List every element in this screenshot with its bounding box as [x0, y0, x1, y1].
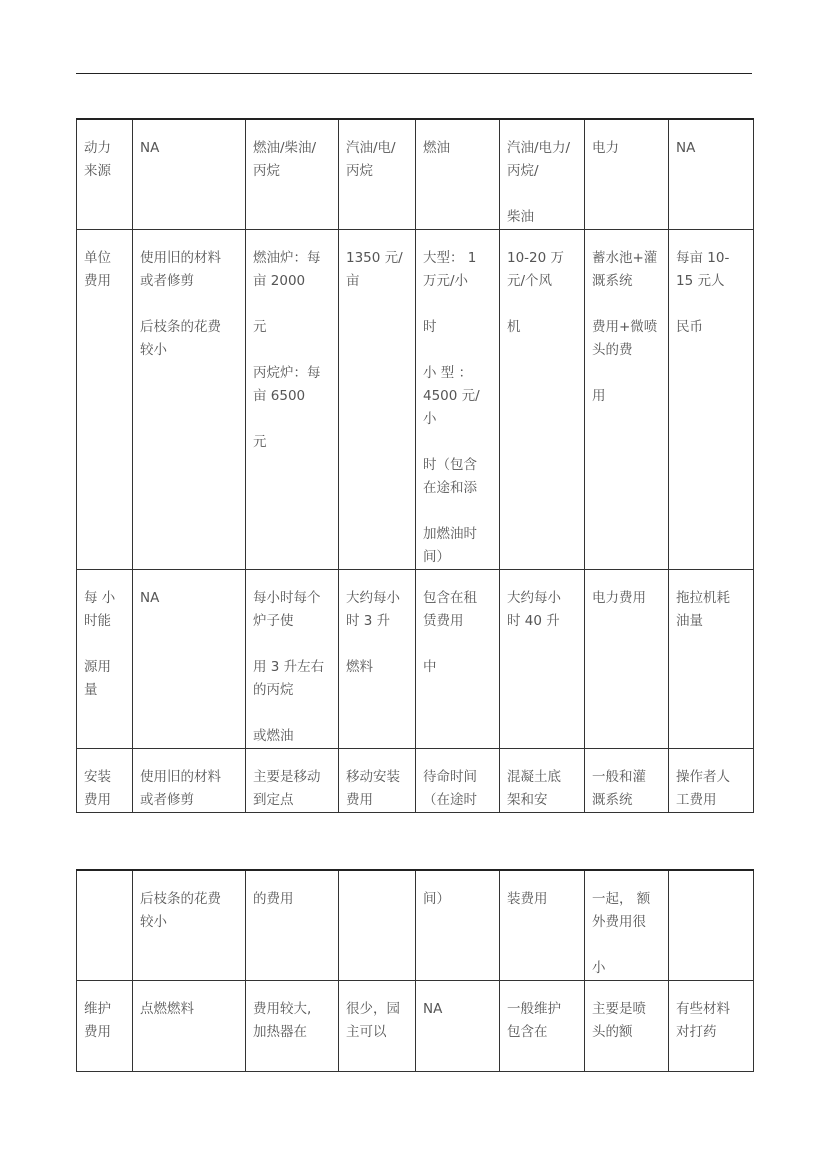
cell-text-line: 丙烷 [253, 163, 280, 179]
cell-text-line: 时（包含 [423, 457, 477, 473]
cell-text-line: 丙烷炉：每 [253, 365, 321, 381]
row-label-cell [77, 749, 133, 813]
table-cell [669, 230, 754, 570]
cell-text-line: 大约每小 [507, 590, 561, 606]
table-cell [339, 570, 416, 749]
cell-text-line: 架和安 [507, 792, 548, 808]
row-install-cost-continued [77, 870, 754, 981]
cell-text-line: 间） [423, 891, 450, 907]
table-cell [585, 749, 669, 813]
paragraph-gap [507, 293, 579, 316]
cell-text-line: 有些材料 [676, 1001, 730, 1017]
cell-text-line: NA [423, 1001, 443, 1017]
cell-text-line: 费用 [346, 792, 373, 808]
comparison-table-part-2 [76, 869, 754, 1072]
table-cell [669, 749, 754, 813]
table-cell [133, 119, 246, 230]
table-cell [246, 749, 339, 813]
cell-text-line: 大型： 1 [423, 250, 477, 266]
cell-text-line: 溉系统 [592, 273, 633, 289]
row-label-cell [77, 870, 133, 981]
paragraph-gap [253, 293, 333, 316]
paragraph-gap [253, 702, 333, 725]
cell-text-line: 头的费 [592, 342, 633, 358]
table-cell [500, 981, 585, 1072]
cell-text-line: 加燃油时 [423, 526, 477, 542]
table-cell [246, 570, 339, 749]
cell-text-line: 费用 [84, 1024, 111, 1040]
cell-text-line: 时能 [84, 613, 111, 629]
comparison-table-part-1 [76, 118, 754, 813]
cell-text-line: 燃料 [346, 659, 373, 675]
table-cell [416, 230, 500, 570]
paragraph-gap [253, 633, 333, 656]
cell-text-line: 或者修剪 [140, 273, 194, 289]
cell-text-line: 1350 元/ [346, 250, 403, 266]
cell-text-line: NA [140, 140, 160, 156]
cell-text-line: 点燃燃料 [140, 1001, 194, 1017]
cell-text-line: 赁费用 [423, 613, 464, 629]
cell-text-line: 元/个风 [507, 273, 553, 289]
table-cell [133, 749, 246, 813]
cell-text-line: 每亩 10- [676, 250, 730, 266]
cell-text-line: 中 [423, 659, 437, 675]
cell-text-line: 到定点 [253, 792, 294, 808]
cell-text-line: 柴油 [507, 209, 534, 225]
cell-text-line: 头的额 [592, 1024, 633, 1040]
paragraph-gap [140, 293, 240, 316]
table-cell [133, 981, 246, 1072]
table-cell [339, 230, 416, 570]
cell-text-line: 元 [253, 434, 267, 450]
table-cell [585, 230, 669, 570]
cell-text-line: 主可以 [346, 1024, 387, 1040]
cell-text-line: 费用 [84, 273, 111, 289]
table-cell [416, 870, 500, 981]
cell-text-line: 时 40 升 [507, 613, 560, 629]
table-cell [416, 119, 500, 230]
cell-text-line: 汽油/电/ [346, 140, 396, 156]
cell-text-line: 外费用很 [592, 914, 646, 930]
paragraph-gap [592, 934, 663, 957]
cell-text-line: 加热器在 [253, 1024, 307, 1040]
cell-text-line: 民币 [676, 319, 703, 335]
cell-text-line: 安装 [84, 769, 111, 785]
paragraph-gap [346, 633, 410, 656]
row-maintenance-cost [77, 981, 754, 1072]
cell-text-line: 动力 [84, 140, 111, 156]
cell-text-line: 4500 元/ [423, 388, 480, 404]
table-cell [416, 570, 500, 749]
cell-text-line: 小 [423, 411, 437, 427]
cell-text-line: 时 [423, 319, 437, 335]
cell-text-line: 汽油/电力/ [507, 140, 571, 156]
cell-text-line: 小 型 ： [423, 365, 473, 381]
cell-text-line: 较小 [140, 342, 167, 358]
cell-text-line: 燃油 [423, 140, 450, 156]
table-cell [669, 119, 754, 230]
paragraph-gap [423, 293, 494, 316]
row-energy-per-hour [77, 570, 754, 749]
table-cell [669, 570, 754, 749]
table-cell [500, 230, 585, 570]
table-cell [133, 570, 246, 749]
table-cell [246, 981, 339, 1072]
table-cell [500, 570, 585, 749]
table-cell [133, 230, 246, 570]
cell-text-line: 拖拉机耗 [676, 590, 730, 606]
cell-text-line: 亩 6500 [253, 388, 306, 404]
row-power-source [77, 119, 754, 230]
cell-text-line: 一起， 额 [592, 891, 651, 907]
paragraph-gap [507, 183, 579, 206]
row-label-cell [77, 981, 133, 1072]
cell-text-line: 一般维护 [507, 1001, 561, 1017]
cell-text-line: 较小 [140, 914, 167, 930]
cell-text-line: 燃油/柴油/ [253, 140, 317, 156]
cell-text-line: 炉子使 [253, 613, 294, 629]
table-cell [585, 570, 669, 749]
table-cell [339, 870, 416, 981]
paragraph-gap [423, 633, 494, 656]
cell-text-line: 时 3 升 [346, 613, 391, 629]
cell-text-line: 溉系统 [592, 792, 633, 808]
cell-text-line: 使用旧的材料 [140, 769, 221, 785]
cell-text-line: 亩 2000 [253, 273, 306, 289]
cell-text-line: 量 [84, 682, 98, 698]
table-cell [339, 119, 416, 230]
cell-text-line: 移动安装 [346, 769, 400, 785]
cell-text-line: 丙烷 [346, 163, 373, 179]
cell-text-line: 亩 [346, 273, 360, 289]
cell-text-line: 10-20 万 [507, 250, 565, 266]
cell-text-line: NA [676, 140, 696, 156]
cell-text-line: 费用较大, [253, 1001, 312, 1017]
cell-text-line: 间） [423, 549, 450, 565]
cell-text-line: 很少，园 [346, 1001, 400, 1017]
cell-text-line: 包含在 [507, 1024, 548, 1040]
paragraph-gap [423, 431, 494, 454]
table-cell [500, 119, 585, 230]
table-cell [246, 870, 339, 981]
table-cell [500, 749, 585, 813]
cell-text-line: 15 元人 [676, 273, 725, 289]
cell-text-line: 燃油炉：每 [253, 250, 321, 266]
row-label-cell [77, 230, 133, 570]
row-label-cell [77, 570, 133, 749]
paragraph-gap [253, 408, 333, 431]
table-cell [339, 981, 416, 1072]
cell-text-line: 蓄水池+灌 [592, 250, 658, 266]
cell-text-line: 单位 [84, 250, 111, 266]
cell-text-line: 费用+微喷 [592, 319, 658, 335]
paragraph-gap [676, 888, 748, 911]
paragraph-gap [346, 888, 410, 911]
cell-text-line: 油量 [676, 613, 703, 629]
cell-text-line: 的费用 [253, 891, 294, 907]
cell-text-line: 电力费用 [592, 590, 646, 606]
paragraph-gap [423, 500, 494, 523]
cell-text-line: 的丙烷 [253, 682, 294, 698]
paragraph-gap [423, 339, 494, 362]
cell-text-line: 装费用 [507, 891, 548, 907]
cell-text-line: 主要是移动 [253, 769, 321, 785]
cell-text-line: 主要是喷 [592, 1001, 646, 1017]
cell-text-line: 万元/小 [423, 273, 469, 289]
cell-text-line: 后枝条的花费 [140, 891, 221, 907]
cell-text-line: 用 3 升左右 [253, 659, 325, 675]
cell-text-line: 机 [507, 319, 521, 335]
cell-text-line: 对打药 [676, 1024, 717, 1040]
paragraph-gap [592, 362, 663, 385]
cell-text-line: 一般和灌 [592, 769, 646, 785]
paragraph-gap [592, 293, 663, 316]
paragraph-gap [676, 293, 748, 316]
table-cell [669, 981, 754, 1072]
header-rule [76, 73, 752, 74]
cell-text-line: 每小时每个 [253, 590, 321, 606]
cell-text-line: 来源 [84, 163, 111, 179]
cell-text-line: 使用旧的材料 [140, 250, 221, 266]
cell-text-line: 包含在租 [423, 590, 477, 606]
cell-text-line: 后枝条的花费 [140, 319, 221, 335]
table-cell [246, 119, 339, 230]
table-cell [339, 749, 416, 813]
row-label-cell [77, 119, 133, 230]
cell-text-line: 用 [592, 388, 606, 404]
cell-text-line: （在途时 [423, 792, 477, 808]
cell-text-line: 混凝土底 [507, 769, 561, 785]
cell-text-line: 丙烷/ [507, 163, 539, 179]
table-cell [416, 981, 500, 1072]
cell-text-line: 源用 [84, 659, 111, 675]
row-install-cost [77, 749, 754, 813]
table-cell [133, 870, 246, 981]
row-unit-cost [77, 230, 754, 570]
cell-text-line: 操作者人 [676, 769, 730, 785]
cell-text-line: 工费用 [676, 792, 717, 808]
cell-text-line: 待命时间 [423, 769, 477, 785]
table-cell [669, 870, 754, 981]
paragraph-gap [84, 633, 127, 656]
cell-text-line: 小 [592, 960, 606, 976]
cell-text-line: 费用 [84, 792, 111, 808]
cell-text-line: 或者修剪 [140, 792, 194, 808]
cell-text-line: NA [140, 590, 160, 606]
cell-text-line: 电力 [592, 140, 619, 156]
table-cell [246, 230, 339, 570]
table-cell [585, 870, 669, 981]
table-cell [500, 870, 585, 981]
cell-text-line: 维护 [84, 1001, 111, 1017]
cell-text-line: 在途和添 [423, 480, 477, 496]
paragraph-gap [84, 888, 127, 911]
cell-text-line: 元 [253, 319, 267, 335]
cell-text-line: 或燃油 [253, 728, 294, 744]
cell-text-line: 大约每小 [346, 590, 400, 606]
paragraph-gap [253, 339, 333, 362]
table-cell [585, 981, 669, 1072]
table-cell [416, 749, 500, 813]
table-cell [585, 119, 669, 230]
cell-text-line: 每 小 [84, 590, 116, 606]
